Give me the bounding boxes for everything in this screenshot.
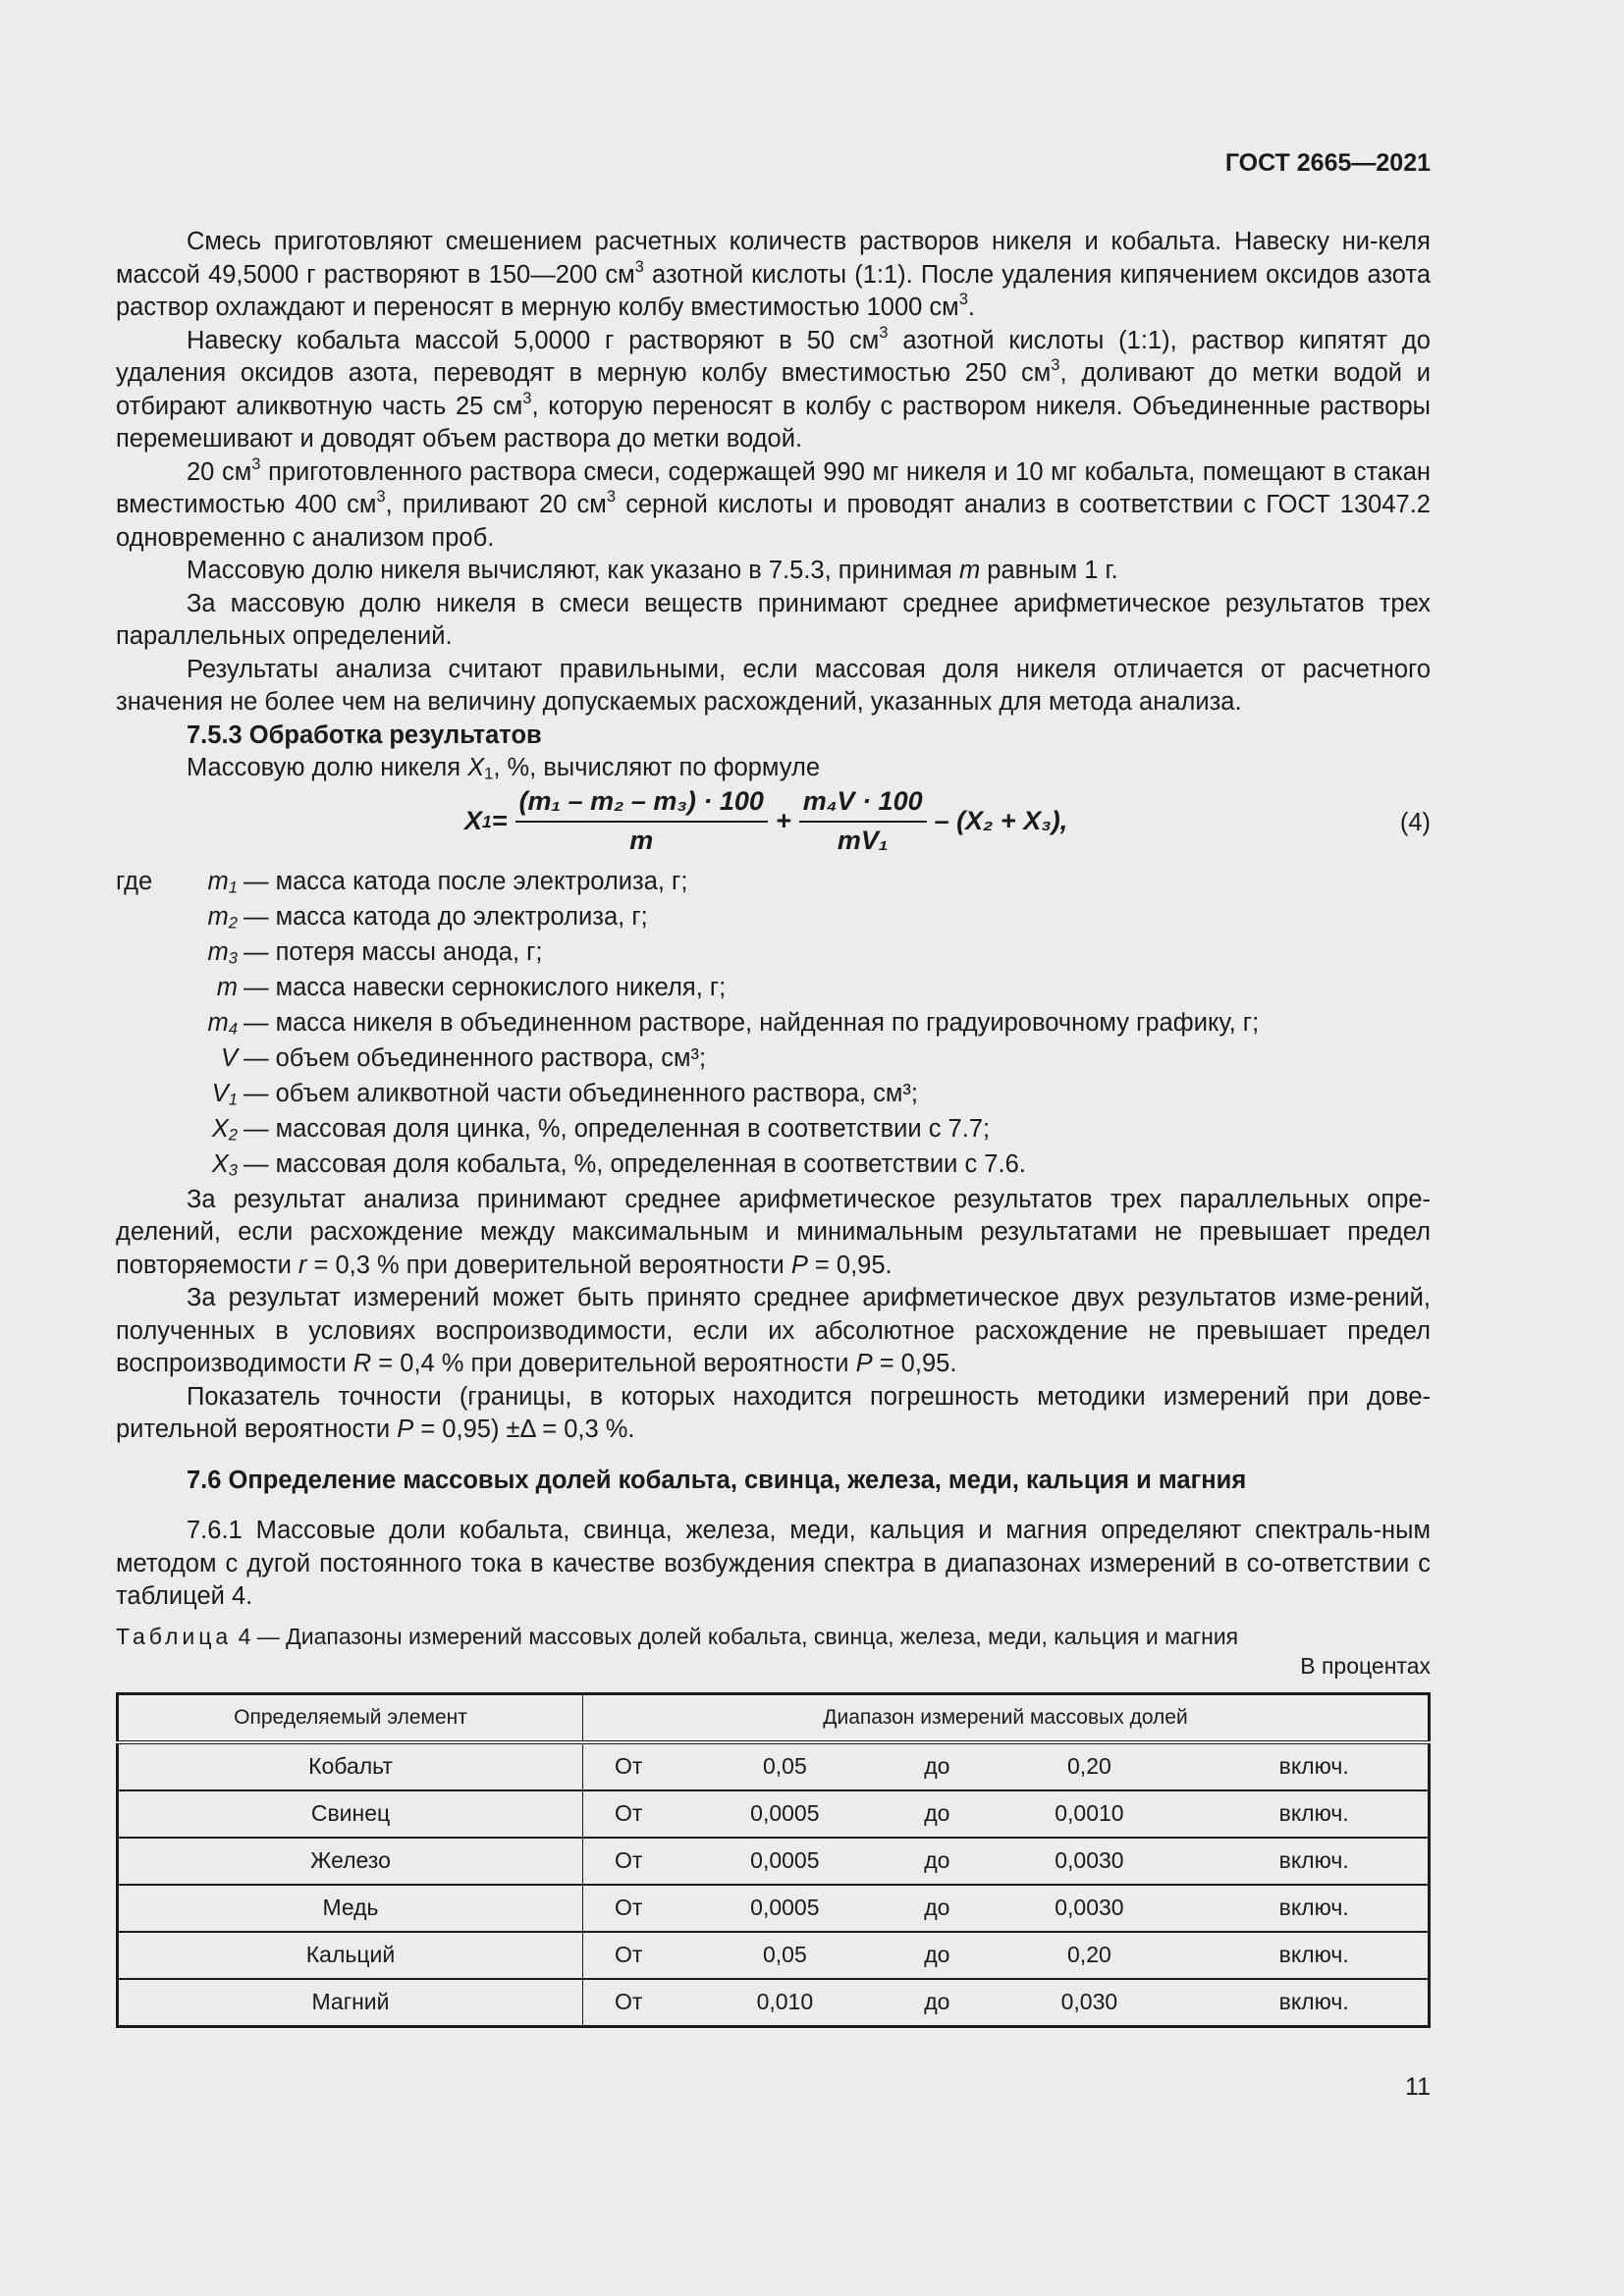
definition-text: — масса никеля в объединенном растворе, найденная по градуировочному графику, г; bbox=[244, 1008, 1260, 1037]
table-row bbox=[118, 1790, 1430, 1838]
fraction-2: $\frac{\text{m₄V · 100}}{\text{mV₁}}$ bbox=[799, 785, 927, 857]
cell-to: до bbox=[895, 1742, 978, 1790]
definition-prefix: где bbox=[116, 867, 153, 895]
cell-element: Кобальт bbox=[118, 1742, 583, 1790]
cell-inclusive: включ. bbox=[1200, 1742, 1429, 1790]
definition-text: — массовая доля цинка, %, определенная в соответствии с 7.7; bbox=[244, 1114, 991, 1143]
cell-inclusive: включ. bbox=[1200, 1790, 1429, 1838]
paragraph-nickel-fraction: Массовую долю никеля вычисляют, как указано в 7.5.3, принимая m равным 1 г. bbox=[187, 557, 1118, 584]
definition-symbol: m bbox=[216, 973, 238, 1001]
cell-min: 0,010 bbox=[674, 1979, 895, 2027]
paragraph-accuracy: Показатель точности (границы, в которых находится погрешность методики измерений при дове-рительной вероятности P = 0,95) ±Δ = 0,3 %. bbox=[116, 1382, 1431, 1443]
cell-from: От bbox=[583, 1979, 675, 2027]
definition-text: — масса навески сернокислого никеля, г; bbox=[244, 973, 727, 1001]
paragraph-cobalt-sample: Навеску кобальта массой 5,0000 г растворяют в 50 $см^3$ азотной кислоты (1:1), раствор кипятят до удаления оксидов азота, переводят в мерную колбу вместимостью 250 $см^3$, доливают до метки водой и отбирают аликвотную часть 25 $см^3$, которую переносят в колбу с раствором никеля. Объединенные растворы перемешивают и доводят объем раствора до метки водой. bbox=[116, 322, 1431, 453]
cell-inclusive: включ. bbox=[1200, 1838, 1429, 1885]
paragraph-mix-analysis: 20 $см^3$ приготовленного раствора смеси, содержащей 990 мг никеля и 10 мг кобальта, помещают в стакан вместимостью 400 $см^3$, приливают 20 $см^3$ серной кислоты и проводят анализ в соответствии с ГОСТ 13047.2 одновременно с анализом проб. bbox=[116, 454, 1431, 552]
paragraph-results-correct: Результаты анализа считают правильными, если массовая доля никеля отличается от расчетного значения не более чем на величину допускаемых расхождений, указанных для метода анализа. bbox=[116, 655, 1431, 716]
cell-max: 0,0030 bbox=[978, 1885, 1200, 1932]
definition-symbol: $X_3$ bbox=[211, 1149, 238, 1179]
definition-symbol: $m_3$ bbox=[207, 937, 238, 967]
definition-text: — масса катода после электролиза, г; bbox=[244, 867, 688, 895]
page-number: 11 bbox=[1405, 2073, 1431, 2101]
symbol-definitions bbox=[116, 866, 1431, 1184]
definition-text: — массовая доля кобальта, %, определенная в соответствии с 7.6. bbox=[244, 1149, 1026, 1178]
cell-element: Магний bbox=[118, 1979, 583, 2027]
paragraph-reproducibility: За результат измерений может быть принято среднее арифметическое двух результатов изме-рений, полученных в условиях воспроизводимости, если их абсолютное расхождение не превышает предел воспроизводимости R = 0,4 % при доверительной вероятности P = 0,95. bbox=[116, 1284, 1431, 1377]
cell-min: 0,0005 bbox=[674, 1790, 895, 1838]
cell-max: 0,0010 bbox=[978, 1790, 1200, 1838]
definition-symbol: $X_2$ bbox=[211, 1114, 238, 1144]
table-row bbox=[118, 1979, 1430, 2027]
cell-inclusive: включ. bbox=[1200, 1885, 1429, 1932]
section-heading-7-5-3: 7.5.3 Обработка результатов bbox=[187, 721, 542, 749]
definition-item bbox=[116, 1113, 1431, 1148]
definition-item bbox=[116, 972, 1431, 1007]
definition-text: — масса катода до электролиза, г; bbox=[244, 902, 648, 931]
definition-item bbox=[116, 1042, 1431, 1078]
table-caption: Таблица 4 — Диапазоны измерений массовых долей кобальта, свинца, железа, меди, кальция и магния bbox=[116, 1623, 1239, 1649]
cell-from: От bbox=[583, 1742, 675, 1790]
paragraph-repeatability: За результат анализа принимают среднее арифметическое результатов трех параллельных опре-делений, если расхождение между максимальным и минимальным результатами не превышает предел повторяемости r = 0,3 % при доверительной вероятности P = 0,95. bbox=[116, 1185, 1431, 1279]
cell-min: 0,0005 bbox=[674, 1885, 895, 1932]
fraction-1: $\frac{\text{(m₁ – m₂ – m₃) · 100}}{m}$ bbox=[515, 785, 768, 857]
table-row bbox=[118, 1838, 1430, 1885]
cell-min: 0,05 bbox=[674, 1932, 895, 1979]
table-header-row bbox=[118, 1693, 1430, 1742]
paragraph-formula-intro: Массовую долю никеля $X_1$, %, вычисляют по формуле bbox=[187, 754, 820, 783]
cell-inclusive: включ. bbox=[1200, 1932, 1429, 1979]
definition-symbol: $m_1$ bbox=[207, 867, 238, 896]
formula-4 bbox=[116, 786, 1431, 860]
paragraph-7-6-1: 7.6.1 Массовые доли кобальта, свинца, железа, меди, кальция и магния определяют спектраль-ным методом с дугой постоянного тока в качестве возбуждения спектра в диапазонах измерений в со-ответствии с таблицей 4. bbox=[116, 1517, 1431, 1610]
cell-from: От bbox=[583, 1838, 675, 1885]
paragraph-mix-preparation: Смесь приготовляют смешением расчетных количеств растворов никеля и кобальта. Навеску ни-келя массой 49,5000 г растворяют в 150—200 $см^3$ азотной кислоты (1:1). После удаления кипячением оксидов азота раствор охлаждают и переносят в мерную колбу вместимостью 1000 $см^3$. bbox=[116, 228, 1431, 321]
cell-element: Кальций bbox=[118, 1932, 583, 1979]
definition-item bbox=[116, 866, 1431, 901]
cell-to: до bbox=[895, 1979, 978, 2027]
header-range: Диапазон измерений массовых долей bbox=[583, 1693, 1430, 1742]
cell-to: до bbox=[895, 1838, 978, 1885]
header-element: Определяемый элемент bbox=[118, 1693, 583, 1742]
paragraph-mean-result: За массовую долю никеля в смеси веществ принимают среднее арифметическое результатов трех параллельных определений. bbox=[116, 589, 1431, 650]
ranges-table bbox=[116, 1692, 1431, 2028]
definition-item bbox=[116, 1148, 1431, 1184]
cell-to: до bbox=[895, 1932, 978, 1979]
cell-max: 0,20 bbox=[978, 1932, 1200, 1979]
cell-element: Свинец bbox=[118, 1790, 583, 1838]
definition-symbol: $m_4$ bbox=[207, 1008, 238, 1038]
cell-inclusive: включ. bbox=[1200, 1979, 1429, 2027]
formula-expression: X 1 = $\frac{\text{(m₁ – m₂ – m₃) · 100}}{m}$ + $\frac{\text{m₄V · 100}}{\text{mV₁}}$ – (X₂ + X₃), bbox=[464, 789, 1067, 854]
cell-max: 0,0030 bbox=[978, 1838, 1200, 1885]
definition-symbol: $V_1$ bbox=[211, 1079, 238, 1108]
definition-text: — объем объединенного раствора, см³; bbox=[244, 1043, 707, 1072]
definition-text: — потеря массы анода, г; bbox=[244, 937, 543, 966]
definition-item bbox=[116, 1007, 1431, 1042]
page-body bbox=[116, 226, 1431, 2028]
definition-item bbox=[116, 901, 1431, 936]
cell-to: до bbox=[895, 1790, 978, 1838]
definition-symbol: $m_2$ bbox=[207, 902, 238, 932]
table-row bbox=[118, 1742, 1430, 1790]
cell-min: 0,0005 bbox=[674, 1838, 895, 1885]
cell-min: 0,05 bbox=[674, 1742, 895, 1790]
cell-to: до bbox=[895, 1885, 978, 1932]
cell-from: От bbox=[583, 1932, 675, 1979]
table-row bbox=[118, 1932, 1430, 1979]
table-body bbox=[118, 1742, 1430, 2027]
definition-text: — объем аликвотной части объединенного раствора, см³; bbox=[244, 1079, 918, 1107]
standard-header: ГОСТ 2665—2021 bbox=[1224, 149, 1431, 177]
cell-max: 0,030 bbox=[978, 1979, 1200, 2027]
table-row bbox=[118, 1885, 1430, 1932]
definition-item bbox=[116, 936, 1431, 972]
table-units: В процентах bbox=[1300, 1652, 1431, 1679]
definition-item bbox=[116, 1078, 1431, 1113]
cell-element: Железо bbox=[118, 1838, 583, 1885]
cell-from: От bbox=[583, 1790, 675, 1838]
definition-symbol: V bbox=[220, 1043, 238, 1072]
section-heading-7-6: 7.6 Определение массовых долей кобальта, свинца, железа, меди, кальция и магния bbox=[187, 1466, 1247, 1494]
cell-from: От bbox=[583, 1885, 675, 1932]
cell-max: 0,20 bbox=[978, 1742, 1200, 1790]
cell-element: Медь bbox=[118, 1885, 583, 1932]
formula-number: (4) bbox=[1399, 808, 1431, 836]
